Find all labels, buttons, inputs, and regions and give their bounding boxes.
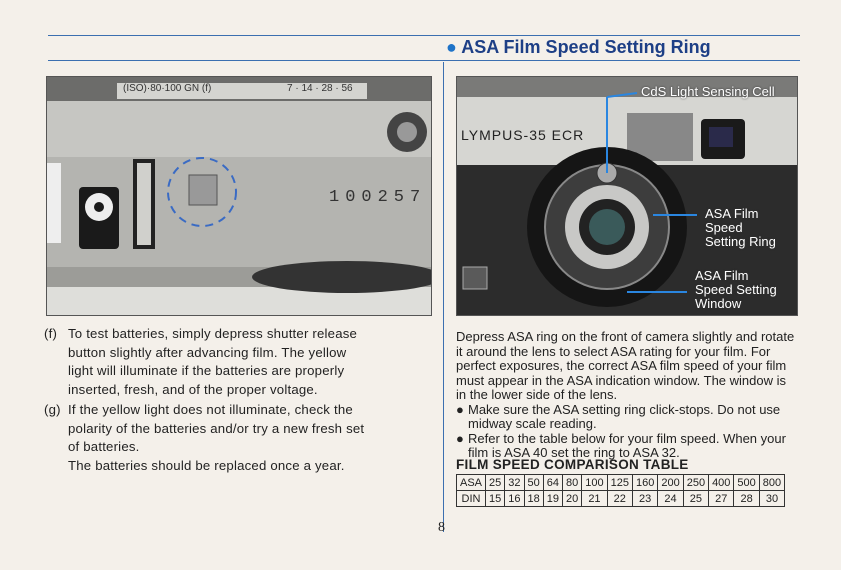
ring-label: ASA Film Speed Setting Ring bbox=[705, 206, 776, 249]
page-title: ● ASA Film Speed Setting Ring bbox=[446, 37, 711, 57]
asa-intro: Depress ASA ring on the front of camera slightly and rotate it around the lens to select ASA rating for your film. For perfect exposures, the correct ASA film speed of your film must appear in the ASA indication window. The window is in the lower side of the lens. bbox=[456, 329, 795, 402]
flash-scale: (ISO)·80·100 GN (f) bbox=[123, 83, 212, 94]
din-row: DIN 15 16 18 19 20 21 22 23 24 25 27 28 30 bbox=[457, 491, 785, 507]
camera-front-photo bbox=[456, 76, 798, 316]
bullet-refer-table: ● Refer to the table below for your film speed. When your film is ASA 40 set the ring to ASA 32. bbox=[456, 430, 786, 460]
serial-number: 100257 bbox=[329, 188, 427, 207]
top-rule bbox=[48, 35, 800, 36]
bullet-click-stops: ● Make sure the ASA setting ring click-stops. Do not use midway scale reading. bbox=[456, 401, 781, 431]
window-label: ASA Film Speed Setting Window bbox=[695, 268, 777, 311]
aperture-scale: 7 · 14 · 28 · 56 bbox=[287, 83, 353, 94]
title-underline bbox=[48, 60, 800, 61]
column-divider bbox=[443, 62, 444, 532]
camera-brand: LYMPUS-35 ECR bbox=[461, 127, 585, 143]
asa-instructions bbox=[456, 330, 798, 461]
battery-check-photo bbox=[46, 76, 432, 316]
instruction-g: (g) If the yellow light does not illuminate, check the polarity of the batteries and/or try a new fresh set of batteries. The batteries should be replaced once a year. bbox=[44, 402, 365, 473]
film-speed-table bbox=[456, 474, 785, 507]
asa-row: ASA 25 32 50 64 80 100 125 160 200 250 400 500 800 bbox=[457, 475, 785, 491]
page-number: 8 bbox=[438, 520, 445, 535]
table-title: FILM SPEED COMPARISON TABLE bbox=[456, 457, 689, 472]
cds-cell-label: CdS Light Sensing Cell bbox=[641, 84, 775, 99]
instruction-f: (f) To test batteries, simply depress shutter release button slightly after advancing film. The yellow light will illuminate if the batteries are properly inserted, fresh, and of the proper voltage. bbox=[44, 326, 358, 397]
